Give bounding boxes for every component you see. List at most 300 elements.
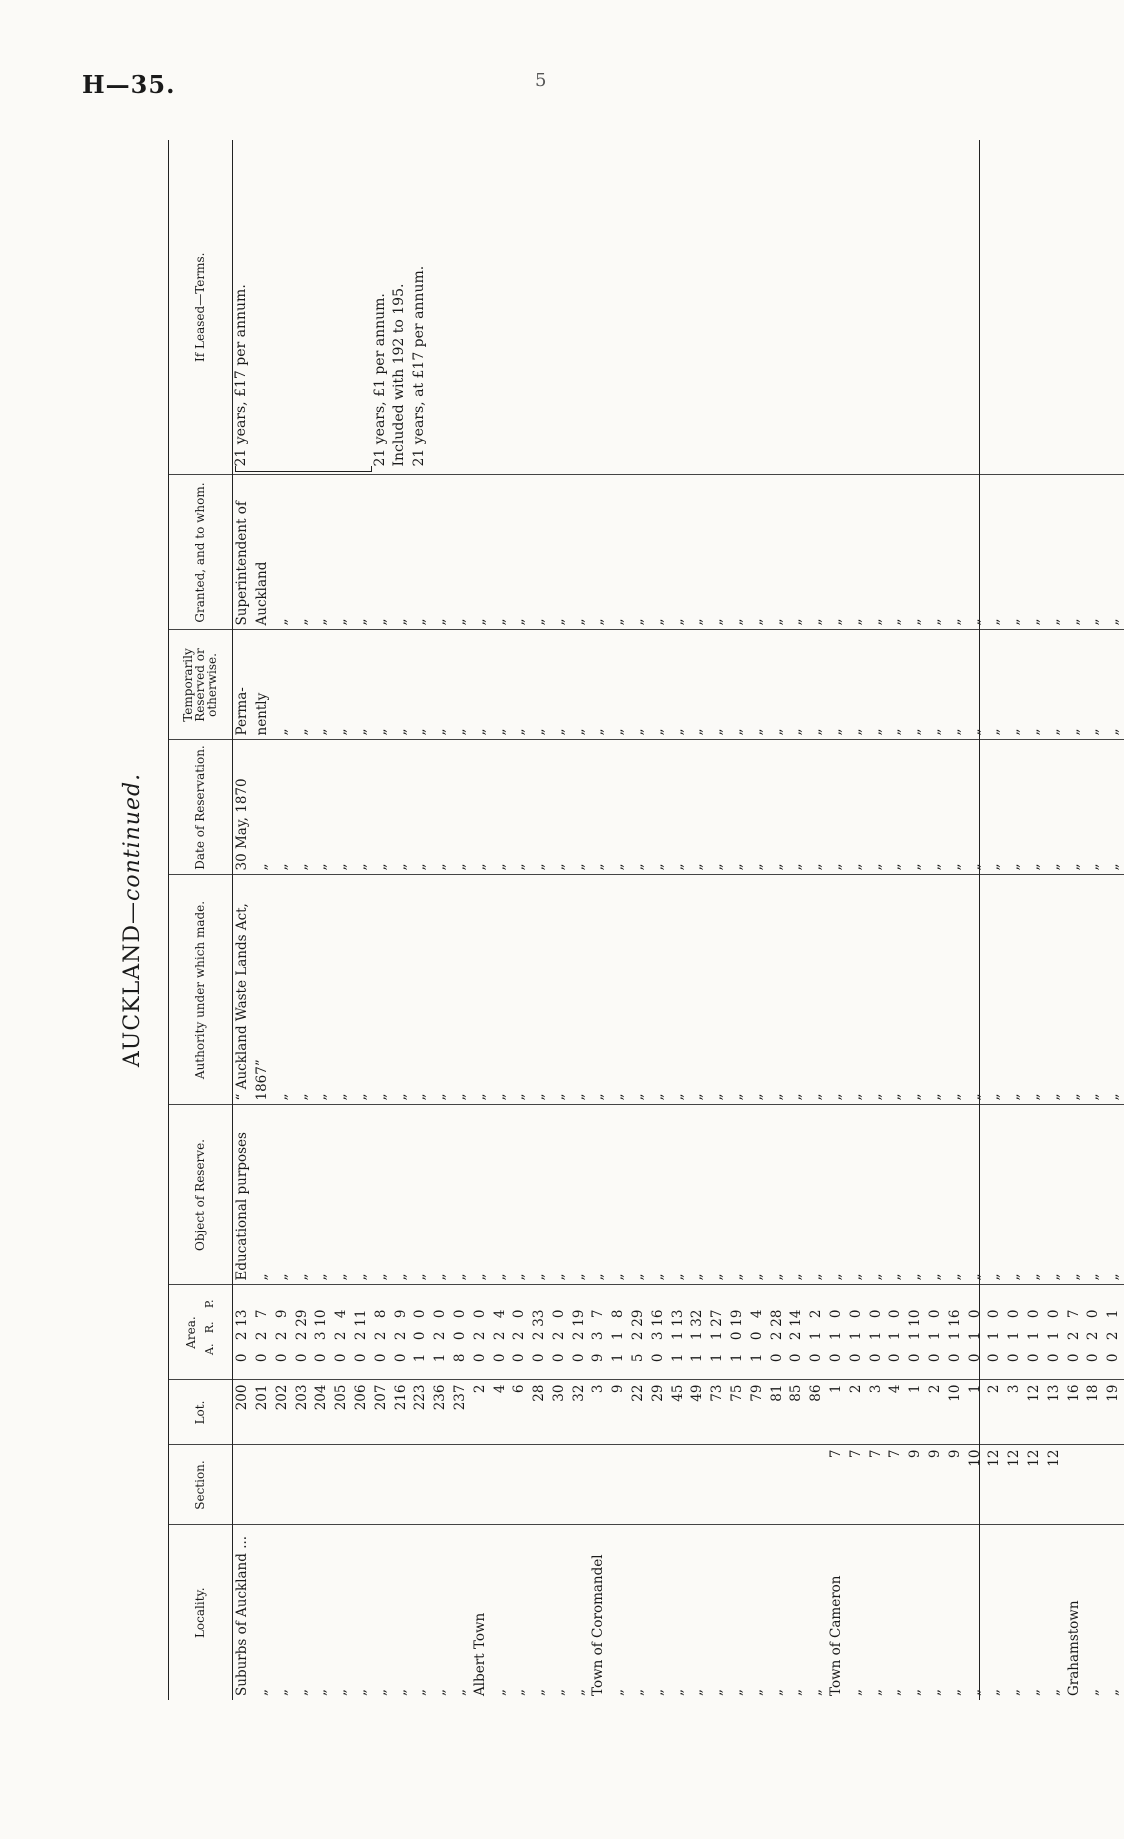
cell-temporarily xyxy=(570,630,590,740)
area-a: 0 xyxy=(927,1353,944,1363)
cell-granted xyxy=(1005,475,1025,630)
area-r: 1 xyxy=(986,1331,1003,1341)
cell-granted xyxy=(926,475,946,630)
ditto-mark: „ xyxy=(946,728,963,736)
cell-temporarily xyxy=(1025,630,1045,740)
granted-text: Auckland xyxy=(253,561,270,626)
cell-area xyxy=(490,1285,510,1380)
area-p: 0 xyxy=(451,1309,468,1319)
ditto-mark: „ xyxy=(669,618,686,626)
cell-temporarily xyxy=(629,630,649,740)
cell-lease xyxy=(1025,140,1045,475)
ditto-mark: „ xyxy=(1105,728,1122,736)
cell-object xyxy=(965,1105,985,1285)
area-r: 2 xyxy=(273,1331,290,1341)
area-a: 0 xyxy=(828,1353,845,1363)
area-p: 13 xyxy=(669,1309,686,1327)
ditto-mark: „ xyxy=(590,728,607,736)
ditto-mark: „ xyxy=(333,1273,350,1281)
locality-text: „ xyxy=(352,1689,369,1696)
cell-lease xyxy=(965,140,985,475)
area-r: 1 xyxy=(847,1331,864,1341)
ditto-mark: „ xyxy=(1045,618,1062,626)
locality-text: „ xyxy=(511,1689,528,1696)
cell-object xyxy=(906,1105,926,1285)
area-r: 1 xyxy=(610,1331,627,1341)
cell-section: 7 xyxy=(827,1445,847,1525)
cell-temporarily xyxy=(827,630,847,740)
cell-object xyxy=(273,1105,293,1285)
table-row xyxy=(312,140,332,1700)
area-a: 0 xyxy=(808,1353,825,1363)
cell-object xyxy=(985,1105,1005,1285)
title-main: AUCKLAND xyxy=(120,923,145,1068)
cell-granted xyxy=(669,475,689,630)
table-row xyxy=(510,140,530,1700)
cell-object xyxy=(847,1105,867,1285)
area-r: 2 xyxy=(352,1331,369,1341)
area-a: 0 xyxy=(491,1353,508,1363)
ditto-mark: „ xyxy=(491,728,508,736)
cell-lease xyxy=(768,140,788,475)
area-r: 2 xyxy=(293,1331,310,1341)
area-a: 1 xyxy=(689,1353,706,1363)
cell-granted xyxy=(768,475,788,630)
ditto-mark: „ xyxy=(412,728,429,736)
area-a: 0 xyxy=(570,1353,587,1363)
table-row xyxy=(589,140,609,1700)
cell-section xyxy=(273,1445,293,1525)
cell-area xyxy=(352,1285,372,1380)
ditto-mark: „ xyxy=(986,863,1003,871)
area-a: 0 xyxy=(907,1353,924,1363)
cell-date xyxy=(510,740,530,875)
cell-authority xyxy=(946,875,966,1105)
cell-authority xyxy=(807,875,827,1105)
cell-authority xyxy=(352,875,372,1105)
area-p: 19 xyxy=(570,1309,587,1327)
cell-section: 7 xyxy=(867,1445,887,1525)
cell-date xyxy=(906,740,926,875)
cell-granted xyxy=(233,475,253,630)
area-a: 0 xyxy=(372,1353,389,1363)
cell-locality xyxy=(669,1525,689,1700)
cell-locality xyxy=(352,1525,372,1700)
cell-lot: 75 xyxy=(728,1380,748,1445)
cell-lease xyxy=(411,140,431,475)
cell-date xyxy=(273,740,293,875)
ditto-mark: „ xyxy=(550,863,567,871)
cell-authority xyxy=(708,875,728,1105)
cell-authority xyxy=(965,875,985,1105)
ditto-mark: „ xyxy=(511,863,528,871)
cell-temporarily xyxy=(1045,630,1065,740)
area-p: 2 xyxy=(808,1309,825,1319)
cell-section xyxy=(1084,1445,1104,1525)
cell-temporarily xyxy=(391,630,411,740)
ditto-mark: „ xyxy=(432,1273,449,1281)
cell-temporarily xyxy=(946,630,966,740)
ditto-mark: „ xyxy=(729,863,746,871)
ditto-mark: „ xyxy=(630,863,647,871)
ditto-mark: „ xyxy=(847,618,864,626)
ditto-mark: „ xyxy=(630,1093,647,1101)
cell-locality xyxy=(1064,1525,1084,1700)
ditto-mark: „ xyxy=(610,618,627,626)
ditto-mark: „ xyxy=(1026,728,1043,736)
cell-locality xyxy=(926,1525,946,1700)
cell-date xyxy=(550,740,570,875)
ditto-mark: „ xyxy=(768,618,785,626)
cell-authority xyxy=(1025,875,1045,1105)
cell-lot: 1 xyxy=(965,1380,985,1445)
cell-lease xyxy=(391,140,411,475)
cell-granted xyxy=(807,475,827,630)
cell-date xyxy=(233,740,253,875)
ditto-mark: „ xyxy=(293,863,310,871)
area-a: 0 xyxy=(788,1353,805,1363)
cell-area xyxy=(1064,1285,1084,1380)
cell-area xyxy=(768,1285,788,1380)
cell-granted xyxy=(1064,475,1084,630)
cell-date xyxy=(708,740,728,875)
cell-date xyxy=(629,740,649,875)
area-a: 1 xyxy=(669,1353,686,1363)
ditto-mark: „ xyxy=(748,1093,765,1101)
cell-authority xyxy=(589,875,609,1105)
cell-date xyxy=(649,740,669,875)
ditto-mark: „ xyxy=(471,1093,488,1101)
locality-text: „ xyxy=(986,1689,1003,1696)
cell-locality xyxy=(886,1525,906,1700)
cell-object xyxy=(609,1105,629,1285)
area-r: 1 xyxy=(867,1331,884,1341)
cell-lease xyxy=(510,140,530,475)
cell-section: 12 xyxy=(1045,1445,1065,1525)
cell-date xyxy=(292,740,312,875)
cell-authority xyxy=(292,875,312,1105)
cell-lot: 2 xyxy=(847,1380,867,1445)
ditto-mark: „ xyxy=(610,1273,627,1281)
cell-object xyxy=(946,1105,966,1285)
cell-section xyxy=(1104,1445,1124,1525)
cell-object xyxy=(411,1105,431,1285)
cell-lot: 203 xyxy=(292,1380,312,1445)
cell-granted xyxy=(708,475,728,630)
cell-locality xyxy=(589,1525,609,1700)
cell-area xyxy=(827,1285,847,1380)
cell-object xyxy=(1064,1105,1084,1285)
cell-lease xyxy=(787,140,807,475)
ditto-mark: „ xyxy=(927,1273,944,1281)
ditto-mark: „ xyxy=(392,1273,409,1281)
table-row xyxy=(292,140,312,1700)
cell-temporarily xyxy=(312,630,332,740)
cell-lease xyxy=(431,140,451,475)
ditto-mark: „ xyxy=(630,728,647,736)
cell-locality xyxy=(728,1525,748,1700)
table-row xyxy=(985,140,1005,1700)
lease-note-4: 21 years, at £17 per annum. xyxy=(411,265,428,467)
ditto-mark: „ xyxy=(293,1273,310,1281)
unit-perches: P. xyxy=(203,1299,216,1309)
cell-area xyxy=(471,1285,491,1380)
locality-text: „ xyxy=(1026,1689,1043,1696)
area-a: 8 xyxy=(451,1353,468,1363)
cell-granted xyxy=(530,475,550,630)
ditto-mark: „ xyxy=(293,618,310,626)
cell-object xyxy=(530,1105,550,1285)
area-a: 0 xyxy=(1065,1353,1082,1363)
locality-text: „ xyxy=(748,1689,765,1696)
area-a: 0 xyxy=(471,1353,488,1363)
table-row xyxy=(748,140,768,1700)
cell-lot: 3 xyxy=(1005,1380,1025,1445)
area-p: 0 xyxy=(986,1309,1003,1319)
cell-object xyxy=(490,1105,510,1285)
cell-area xyxy=(292,1285,312,1380)
cell-lot: 4 xyxy=(886,1380,906,1445)
ditto-mark: „ xyxy=(808,863,825,871)
cell-area xyxy=(253,1285,273,1380)
cell-object xyxy=(787,1105,807,1285)
area-r: 1 xyxy=(887,1331,904,1341)
area-a: 1 xyxy=(610,1353,627,1363)
cell-temporarily xyxy=(431,630,451,740)
ditto-mark: „ xyxy=(887,1093,904,1101)
cell-locality xyxy=(451,1525,471,1700)
cell-object xyxy=(352,1105,372,1285)
cell-temporarily xyxy=(609,630,629,740)
cell-temporarily xyxy=(1084,630,1104,740)
cell-section xyxy=(688,1445,708,1525)
locality-text: „ xyxy=(432,1689,449,1696)
ditto-mark: „ xyxy=(808,618,825,626)
cell-lot: 205 xyxy=(332,1380,352,1445)
area-r: 2 xyxy=(491,1331,508,1341)
rotated-table-region xyxy=(120,140,1122,1700)
cell-temporarily xyxy=(253,630,273,740)
cell-locality xyxy=(253,1525,273,1700)
ditto-mark: „ xyxy=(709,1273,726,1281)
cell-section xyxy=(391,1445,411,1525)
area-r: 3 xyxy=(590,1331,607,1341)
cell-object xyxy=(867,1105,887,1285)
cell-date xyxy=(490,740,510,875)
ditto-mark: „ xyxy=(1006,1273,1023,1281)
cell-authority xyxy=(688,875,708,1105)
cell-section: 9 xyxy=(946,1445,966,1525)
ditto-mark: „ xyxy=(471,863,488,871)
cell-granted xyxy=(827,475,847,630)
area-a: 1 xyxy=(729,1353,746,1363)
ditto-mark: „ xyxy=(471,618,488,626)
ditto-mark: „ xyxy=(432,728,449,736)
area-label: Area. xyxy=(184,1316,198,1349)
cell-authority xyxy=(411,875,431,1105)
header-lot: Lot. xyxy=(168,1380,233,1445)
ditto-mark: „ xyxy=(531,1273,548,1281)
cell-lot: 18 xyxy=(1084,1380,1104,1445)
cell-authority xyxy=(847,875,867,1105)
ditto-mark: „ xyxy=(689,618,706,626)
ditto-mark: „ xyxy=(432,1093,449,1101)
cell-authority xyxy=(669,875,689,1105)
cell-lot: 73 xyxy=(708,1380,728,1445)
ditto-mark: „ xyxy=(550,728,567,736)
title-suffix: continued. xyxy=(120,772,145,901)
cell-temporarily xyxy=(688,630,708,740)
area-p: 1 xyxy=(1105,1309,1122,1319)
cell-lease xyxy=(570,140,590,475)
ditto-mark: „ xyxy=(531,863,548,871)
cell-authority xyxy=(748,875,768,1105)
granted-text: Superintendent of xyxy=(234,501,251,626)
area-a: 0 xyxy=(1105,1353,1122,1363)
locality-text: „ xyxy=(630,1689,647,1696)
cell-granted xyxy=(886,475,906,630)
ditto-mark: „ xyxy=(392,728,409,736)
ditto-mark: „ xyxy=(1006,728,1023,736)
area-p: 32 xyxy=(689,1309,706,1327)
area-r: 2 xyxy=(471,1331,488,1341)
area-r: 0 xyxy=(412,1331,429,1341)
cell-section xyxy=(411,1445,431,1525)
cell-temporarily xyxy=(451,630,471,740)
ditto-mark: „ xyxy=(590,1273,607,1281)
ditto-mark: „ xyxy=(432,618,449,626)
area-p: 0 xyxy=(887,1309,904,1319)
ditto-mark: „ xyxy=(313,1093,330,1101)
ditto-mark: „ xyxy=(273,1093,290,1101)
header-authority: Authority under which made. xyxy=(168,875,233,1105)
cell-section xyxy=(629,1445,649,1525)
cell-area xyxy=(530,1285,550,1380)
ditto-mark: „ xyxy=(966,1093,983,1101)
ditto-mark: „ xyxy=(412,863,429,871)
cell-area xyxy=(372,1285,392,1380)
cell-temporarily xyxy=(292,630,312,740)
locality-text: „ xyxy=(966,1689,983,1696)
area-a: 0 xyxy=(966,1353,983,1363)
cell-date xyxy=(748,740,768,875)
cell-authority xyxy=(471,875,491,1105)
ditto-mark: „ xyxy=(927,728,944,736)
cell-lease xyxy=(807,140,827,475)
locality-text: „ xyxy=(293,1689,310,1696)
area-r: 2 xyxy=(234,1331,251,1341)
cell-date xyxy=(926,740,946,875)
cell-object xyxy=(589,1105,609,1285)
ditto-mark: „ xyxy=(867,728,884,736)
cell-area xyxy=(906,1285,926,1380)
area-r: 1 xyxy=(927,1331,944,1341)
cell-area xyxy=(847,1285,867,1380)
ditto-mark: „ xyxy=(570,1093,587,1101)
area-p: 0 xyxy=(966,1309,983,1319)
ditto-mark: „ xyxy=(511,618,528,626)
ditto-mark: „ xyxy=(471,728,488,736)
cell-date xyxy=(847,740,867,875)
cell-area xyxy=(787,1285,807,1380)
ditto-mark: „ xyxy=(333,1093,350,1101)
cell-authority xyxy=(253,875,273,1105)
cell-locality xyxy=(490,1525,510,1700)
ditto-mark: „ xyxy=(392,863,409,871)
area-p: 10 xyxy=(313,1309,330,1327)
cell-date xyxy=(471,740,491,875)
cell-authority xyxy=(570,875,590,1105)
cell-lot: 28 xyxy=(530,1380,550,1445)
area-r: 2 xyxy=(372,1331,389,1341)
cell-lot: 19 xyxy=(1104,1380,1124,1445)
ditto-mark: „ xyxy=(887,1273,904,1281)
ditto-mark: „ xyxy=(352,863,369,871)
cell-object xyxy=(807,1105,827,1285)
cell-section xyxy=(787,1445,807,1525)
cell-temporarily xyxy=(471,630,491,740)
area-p: 28 xyxy=(768,1309,785,1327)
cell-temporarily xyxy=(1005,630,1025,740)
table-row xyxy=(926,140,946,1700)
cell-locality xyxy=(609,1525,629,1700)
cell-section xyxy=(510,1445,530,1525)
ditto-mark: „ xyxy=(293,1093,310,1101)
ditto-mark: „ xyxy=(788,863,805,871)
area-a: 0 xyxy=(847,1353,864,1363)
area-a: 0 xyxy=(253,1353,270,1363)
area-p: 4 xyxy=(333,1309,350,1319)
ditto-mark: „ xyxy=(847,1273,864,1281)
cell-locality xyxy=(768,1525,788,1700)
cell-area xyxy=(946,1285,966,1380)
area-p: 4 xyxy=(748,1309,765,1319)
cell-temporarily xyxy=(787,630,807,740)
cell-date xyxy=(728,740,748,875)
locality-text: „ xyxy=(570,1689,587,1696)
ditto-mark: „ xyxy=(372,863,389,871)
cell-date xyxy=(1045,740,1065,875)
cell-lot: 204 xyxy=(312,1380,332,1445)
area-r: 3 xyxy=(649,1331,666,1341)
area-p: 19 xyxy=(729,1309,746,1327)
date-text: 30 May, 1870 xyxy=(234,778,251,871)
cell-lot: 3 xyxy=(589,1380,609,1445)
cell-locality xyxy=(273,1525,293,1700)
ditto-mark: „ xyxy=(768,863,785,871)
cell-locality xyxy=(530,1525,550,1700)
cell-locality xyxy=(312,1525,332,1700)
ditto-mark: „ xyxy=(748,618,765,626)
table-row xyxy=(1025,140,1045,1700)
ditto-mark: „ xyxy=(1065,618,1082,626)
cell-object xyxy=(391,1105,411,1285)
cell-granted xyxy=(609,475,629,630)
cell-area xyxy=(807,1285,827,1380)
table-row xyxy=(1084,140,1104,1700)
ditto-mark: „ xyxy=(352,1273,369,1281)
ditto-mark: „ xyxy=(1026,863,1043,871)
ditto-mark: „ xyxy=(610,728,627,736)
cell-lease xyxy=(233,140,428,475)
locality-text: „ xyxy=(610,1689,627,1696)
cell-temporarily xyxy=(530,630,550,740)
table-row xyxy=(233,140,253,1700)
locality-text: „ xyxy=(1085,1689,1102,1696)
area-r: 1 xyxy=(1026,1331,1043,1341)
table-row xyxy=(867,140,887,1700)
cell-lease xyxy=(649,140,669,475)
